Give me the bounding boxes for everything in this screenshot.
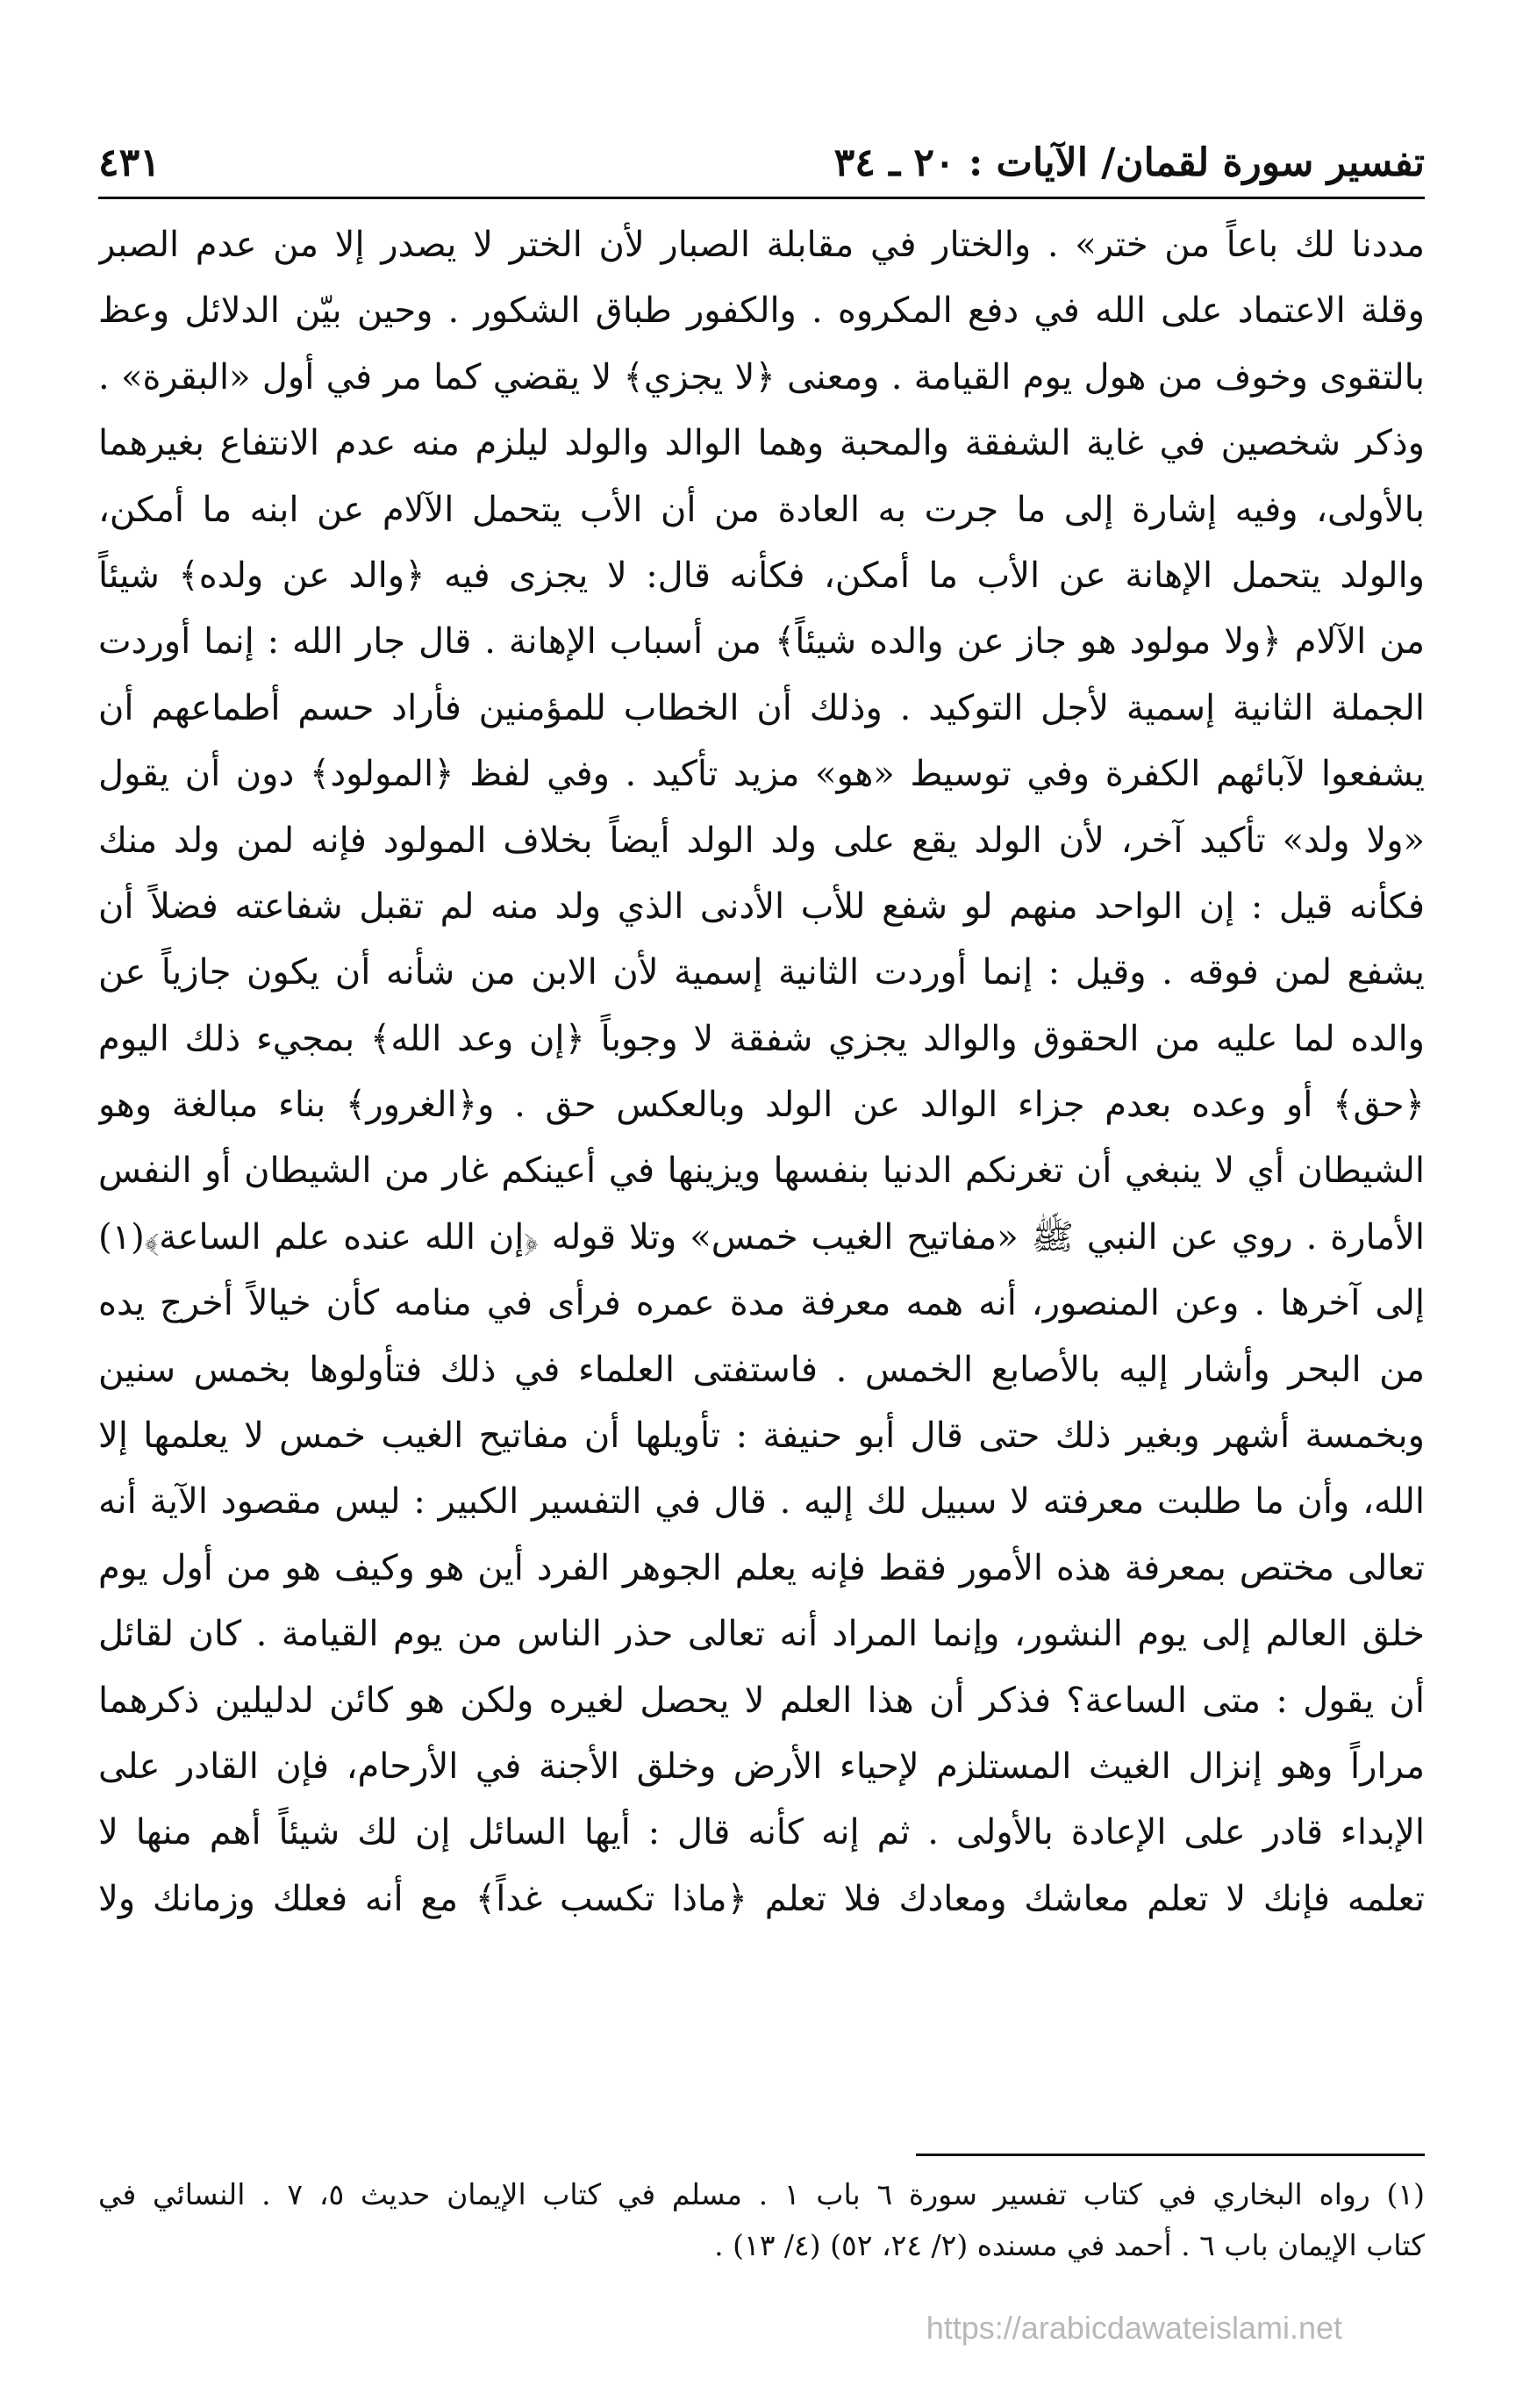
page-header: [98, 132, 1425, 193]
text-line: تعلمه فإنك لا تعلم معاشك ومعادك فلا تعلم ﴿ماذا تكسب غداً﴾ مع أنه فعلك وزمانك ولا: [98, 1878, 1425, 1919]
text-line: من البحر وأشار إليه بالأصابع الخمس . فاستفتى العلماء في ذلك فتأولوها بخمس سنين: [98, 1349, 1425, 1390]
text-line: الله، وأن ما طلبت معرفته لا سبيل لك إليه . قال في التفسير الكبير : ليس مقصود الآية أنه: [98, 1481, 1425, 1523]
text-line: الشيطان أي لا ينبغي أن تغرنكم الدنيا بنفسها ويزينها في أعينكم غار من الشيطان أو النفس: [98, 1150, 1425, 1192]
text-line: الإبداء قادر على الإعادة بالأولى . ثم إنه كأنه قال : أيها السائل إن لك شيئاً أهم منها لا: [98, 1812, 1425, 1853]
text-line: مددنا لك باعاً من ختر» . والختار في مقابلة الصبار لأن الختر لا يصدر إلا من عدم الصبر: [98, 225, 1425, 265]
footnote-rule: [916, 2154, 1425, 2156]
text-line: الجملة الثانية إسمية لأجل التوكيد . وذلك أن الخطاب للمؤمنين فأراد حسم أطماعهم أن: [98, 687, 1425, 728]
text-line: فكأنه قيل : إن الواحد منهم لو شفع للأب الأدنى الذي ولد منه لم تقبل شفاعته فضلاً أن: [98, 885, 1425, 927]
text-line: إلى آخرها . وعن المنصور، أنه همه معرفة مدة عمره فرأى في منامه كأن خيالاً أخرج يده: [98, 1283, 1425, 1324]
text-line: يشفع لمن فوقه . وقيل : إنما أوردت الثانية إسمية لأن الابن من شأنه أن يكون جازياً عن: [98, 952, 1425, 993]
text-line: وبخمسة أشهر وبغير ذلك حتى قال أبو حنيفة : تأويلها أن مفاتيح الغيب خمس لا يعلمها إلا: [98, 1415, 1425, 1457]
text-line: الأمارة . روي عن النبي ﷺ «مفاتيح الغيب خمس» وتلا قوله ﴿إن الله عنده علم الساعة﴾(١): [98, 1216, 1425, 1258]
header-rule: [98, 197, 1425, 199]
footnote-line: (١) رواه البخاري في كتاب تفسير سورة ٦ باب ١ . مسلم في كتاب الإيمان حديث ٥، ٧ . النسائي في: [98, 2177, 1425, 2211]
text-line: تعالى مختص بمعرفة هذه الأمور فقط فإنه يعلم الجوهر الفرد أين هو وكيف هو من أول يوم: [98, 1547, 1425, 1588]
text-line: ﴿حق﴾ أو وعده بعدم جزاء الوالد عن الولد وبالعكس حق . و﴿الغرور﴾ بناء مبالغة وهو: [98, 1085, 1425, 1126]
text-line: بالتقوى وخوف من هول يوم القيامة . ومعنى ﴿لا يجزي﴾ لا يقضي كما مر في أول «البقرة» .: [98, 356, 1425, 398]
footnotes: [98, 2169, 1425, 2271]
text-line: مراراً وهو إنزال الغيث المستلزم لإحياء الأرض وخلق الأجنة في الأرحام، فإن القادر على: [98, 1745, 1425, 1787]
text-line: والده لما عليه من الحقوق والوالد يجزي شفقة لا وجوباً ﴿إن وعد الله﴾ بمجيء ذلك اليوم: [98, 1018, 1425, 1059]
watermark-url: https://arabicdawateislami.net: [926, 2310, 1342, 2346]
text-line: وقلة الاعتماد على الله في دفع المكروه . والكفور طباق الشكور . وحين بيّن الدلائل وعظ: [98, 290, 1425, 332]
text-line: بالأولى، وفيه إشارة إلى ما جرت به العادة من أن الأب يتحمل الآلام عن ابنه ما أمكن،: [98, 489, 1425, 530]
footnote-line: كتاب الإيمان باب ٦ . أحمد في مسنده (٢/ ٢٤، ٥٢) (٤/ ١٣) .: [714, 2228, 1425, 2262]
text-line: أن يقول : متى الساعة؟ فذكر أن هذا العلم لا يحصل لغيره ولكن هو كائن لدليلين ذكرهما: [98, 1680, 1425, 1721]
text-line: يشفعوا لآبائهم الكفرة وفي توسيط «هو» مزيد تأكيد . وفي لفظ ﴿المولود﴾ دون أن يقول: [98, 754, 1425, 795]
running-title: تفسير سورة لقمان/ الآيات : ٢٠ ـ ٣٤: [833, 140, 1425, 185]
text-line: من الآلام ﴿ولا مولود هو جاز عن والده شيئاً﴾ من أسباب الإهانة . قال جار الله : إنما أوردت: [98, 621, 1425, 663]
text-line: «ولا ولد» تأكيد آخر، لأن الولد يقع على ولد الولد أيضاً بخلاف المولود فإنه لمن ولد منك: [98, 820, 1425, 861]
main-text: [98, 212, 1425, 1932]
text-line: وذكر شخصين في غاية الشفقة والمحبة وهما الوالد والولد ليلزم منه عدم الانتفاع بغيرهما: [98, 423, 1425, 464]
text-line: والولد يتحمل الإهانة عن الأب ما أمكن، فكأنه قال: لا يجزى فيه ﴿والد عن ولده﴾ شيئاً: [98, 555, 1425, 596]
text-line: خلق العالم إلى يوم النشور، وإنما المراد أنه تعالى حذر الناس من يوم القيامة . كان لقائل: [98, 1614, 1425, 1655]
page-number: ٤٣١: [98, 140, 161, 185]
